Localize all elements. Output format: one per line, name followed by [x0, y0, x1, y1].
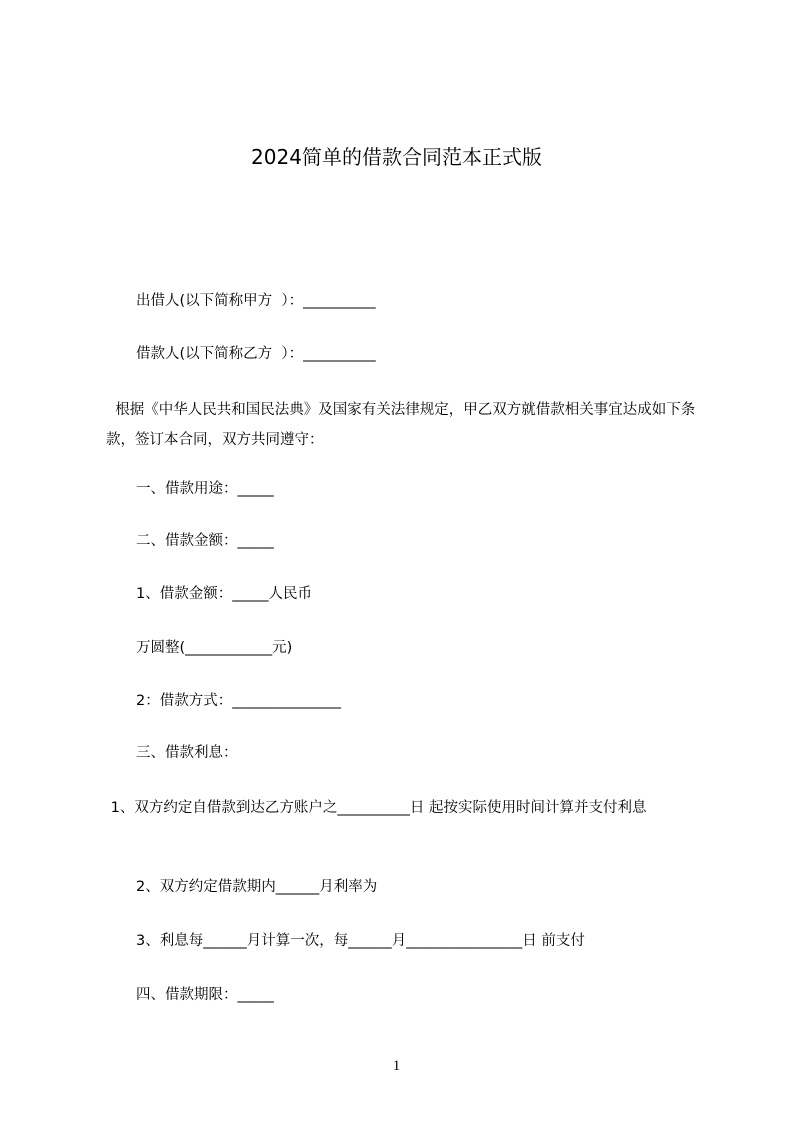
borrower-line: 借款人(以下简称乙方 ）：__________: [136, 346, 376, 362]
lender-line: 出借人(以下简称甲方 ）：__________: [136, 293, 376, 309]
interest-item-2: 2、双方约定借款期内______月利率为: [136, 879, 378, 895]
page-number: 1: [392, 1058, 401, 1074]
document-title: 2024简单的借款合同范本正式版: [251, 145, 542, 169]
interest-item-1: 1、双方约定自借款到达乙方账户之__________日 起按实际使用时间计算并支付利息: [106, 800, 647, 816]
interest-item-3: 3、利息每______月计算一次，每______月________________日 前支付: [136, 933, 585, 949]
loan-amount-item-2: 2：借款方式：_______________: [136, 693, 341, 709]
loan-amount-item-1: 1、借款金额：_____人民币: [136, 586, 312, 602]
section-loan-amount: 二、借款金额：_____: [136, 533, 274, 549]
section-loan-interest: 三、借款利息：: [136, 745, 238, 761]
preamble-paragraph: 根据《中华人民共和国民法典》及国家有关法律规定，甲乙双方就借款相关事宜达成如下条款，签订本合同，双方共同遵守：: [106, 402, 696, 448]
section-loan-term: 四、借款期限：_____: [136, 987, 274, 1003]
section-loan-purpose: 一、借款用途：_____: [136, 481, 274, 497]
loan-amount-item-1-continued: 万圆整(____________元): [136, 640, 293, 656]
